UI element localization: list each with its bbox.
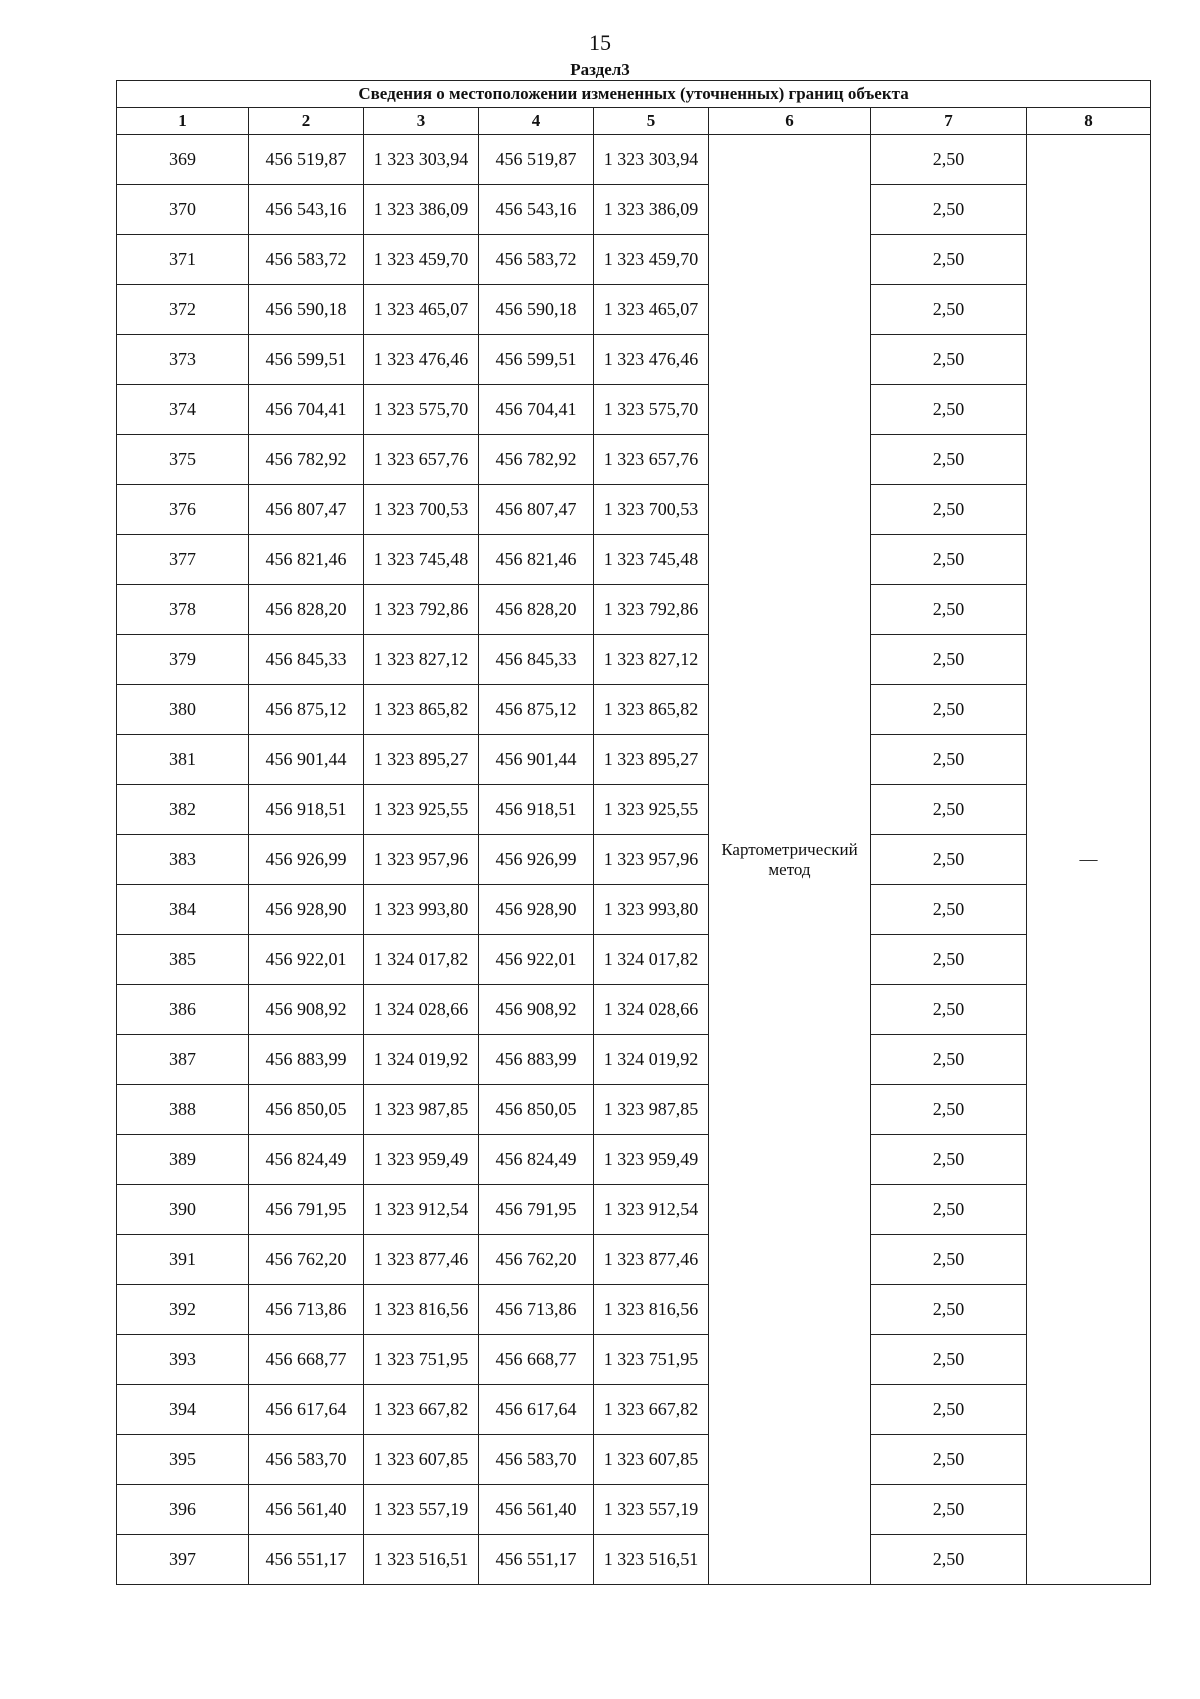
y-new-cell: 1 323 751,95 bbox=[594, 1335, 709, 1385]
table-row bbox=[117, 735, 1151, 785]
y-new-cell: 1 323 925,55 bbox=[594, 785, 709, 835]
y-old-cell: 1 323 459,70 bbox=[364, 235, 479, 285]
y-new-cell: 1 323 895,27 bbox=[594, 735, 709, 785]
y-old-cell: 1 323 700,53 bbox=[364, 485, 479, 535]
y-new-cell: 1 323 465,07 bbox=[594, 285, 709, 335]
boundary-coordinates-table bbox=[116, 80, 1151, 1585]
point-number-cell: 373 bbox=[117, 335, 249, 385]
y-new-cell: 1 324 019,92 bbox=[594, 1035, 709, 1085]
point-number-cell: 389 bbox=[117, 1135, 249, 1185]
x-new-cell: 456 599,51 bbox=[479, 335, 594, 385]
y-old-cell: 1 323 557,19 bbox=[364, 1485, 479, 1535]
accuracy-cell: 2,50 bbox=[871, 335, 1027, 385]
point-number-cell: 390 bbox=[117, 1185, 249, 1235]
x-new-cell: 456 590,18 bbox=[479, 285, 594, 335]
y-new-cell: 1 323 957,96 bbox=[594, 835, 709, 885]
point-number-cell: 394 bbox=[117, 1385, 249, 1435]
column-header: 7 bbox=[871, 108, 1027, 135]
x-new-cell: 456 668,77 bbox=[479, 1335, 594, 1385]
point-number-cell: 379 bbox=[117, 635, 249, 685]
column-header: 8 bbox=[1027, 108, 1151, 135]
y-new-cell: 1 323 912,54 bbox=[594, 1185, 709, 1235]
x-old-cell: 456 828,20 bbox=[249, 585, 364, 635]
column-header: 3 bbox=[364, 108, 479, 135]
x-new-cell: 456 918,51 bbox=[479, 785, 594, 835]
y-new-cell: 1 323 865,82 bbox=[594, 685, 709, 735]
column-header: 2 bbox=[249, 108, 364, 135]
x-new-cell: 456 824,49 bbox=[479, 1135, 594, 1185]
accuracy-cell: 2,50 bbox=[871, 185, 1027, 235]
x-new-cell: 456 561,40 bbox=[479, 1485, 594, 1535]
table-caption: Сведения о местоположении измененных (уточненных) границ объекта bbox=[117, 81, 1151, 108]
x-old-cell: 456 617,64 bbox=[249, 1385, 364, 1435]
x-old-cell: 456 824,49 bbox=[249, 1135, 364, 1185]
accuracy-cell: 2,50 bbox=[871, 1035, 1027, 1085]
point-number-cell: 387 bbox=[117, 1035, 249, 1085]
y-old-cell: 1 323 993,80 bbox=[364, 885, 479, 935]
table-row bbox=[117, 785, 1151, 835]
y-old-cell: 1 323 865,82 bbox=[364, 685, 479, 735]
point-number-cell: 383 bbox=[117, 835, 249, 885]
table-row bbox=[117, 635, 1151, 685]
x-new-cell: 456 791,95 bbox=[479, 1185, 594, 1235]
table-row bbox=[117, 835, 1151, 885]
accuracy-cell: 2,50 bbox=[871, 785, 1027, 835]
y-new-cell: 1 323 459,70 bbox=[594, 235, 709, 285]
y-old-cell: 1 323 816,56 bbox=[364, 1285, 479, 1335]
x-new-cell: 456 875,12 bbox=[479, 685, 594, 735]
y-new-cell: 1 324 017,82 bbox=[594, 935, 709, 985]
point-number-cell: 393 bbox=[117, 1335, 249, 1385]
table-row bbox=[117, 235, 1151, 285]
y-old-cell: 1 323 959,49 bbox=[364, 1135, 479, 1185]
y-old-cell: 1 323 657,76 bbox=[364, 435, 479, 485]
table-row bbox=[117, 1285, 1151, 1335]
x-old-cell: 456 928,90 bbox=[249, 885, 364, 935]
x-new-cell: 456 519,87 bbox=[479, 135, 594, 185]
x-old-cell: 456 551,17 bbox=[249, 1535, 364, 1585]
accuracy-cell: 2,50 bbox=[871, 1085, 1027, 1135]
section-title: Раздел3 bbox=[570, 60, 630, 79]
x-old-cell: 456 762,20 bbox=[249, 1235, 364, 1285]
y-new-cell: 1 323 476,46 bbox=[594, 335, 709, 385]
point-number-cell: 381 bbox=[117, 735, 249, 785]
point-number-cell: 371 bbox=[117, 235, 249, 285]
x-old-cell: 456 908,92 bbox=[249, 985, 364, 1035]
point-number-cell: 395 bbox=[117, 1435, 249, 1485]
y-old-cell: 1 323 575,70 bbox=[364, 385, 479, 435]
accuracy-cell: 2,50 bbox=[871, 1135, 1027, 1185]
y-old-cell: 1 324 028,66 bbox=[364, 985, 479, 1035]
y-new-cell: 1 323 516,51 bbox=[594, 1535, 709, 1585]
y-new-cell: 1 324 028,66 bbox=[594, 985, 709, 1035]
table-row bbox=[117, 1535, 1151, 1585]
accuracy-cell: 2,50 bbox=[871, 685, 1027, 735]
accuracy-cell: 2,50 bbox=[871, 835, 1027, 885]
point-number-cell: 380 bbox=[117, 685, 249, 735]
accuracy-cell: 2,50 bbox=[871, 1185, 1027, 1235]
table-row bbox=[117, 385, 1151, 435]
table-row bbox=[117, 435, 1151, 485]
x-old-cell: 456 807,47 bbox=[249, 485, 364, 535]
column-header: 4 bbox=[479, 108, 594, 135]
x-old-cell: 456 821,46 bbox=[249, 535, 364, 585]
x-new-cell: 456 845,33 bbox=[479, 635, 594, 685]
x-old-cell: 456 850,05 bbox=[249, 1085, 364, 1135]
y-new-cell: 1 323 987,85 bbox=[594, 1085, 709, 1135]
accuracy-cell: 2,50 bbox=[871, 1385, 1027, 1435]
x-new-cell: 456 883,99 bbox=[479, 1035, 594, 1085]
y-old-cell: 1 323 386,09 bbox=[364, 185, 479, 235]
x-new-cell: 456 713,86 bbox=[479, 1285, 594, 1335]
x-new-cell: 456 543,16 bbox=[479, 185, 594, 235]
column-header: 5 bbox=[594, 108, 709, 135]
y-new-cell: 1 323 959,49 bbox=[594, 1135, 709, 1185]
x-new-cell: 456 926,99 bbox=[479, 835, 594, 885]
accuracy-cell: 2,50 bbox=[871, 1535, 1027, 1585]
column-header-row bbox=[117, 108, 1151, 135]
point-number-cell: 377 bbox=[117, 535, 249, 585]
table-row bbox=[117, 535, 1151, 585]
x-old-cell: 456 883,99 bbox=[249, 1035, 364, 1085]
y-new-cell: 1 323 303,94 bbox=[594, 135, 709, 185]
table-row bbox=[117, 1085, 1151, 1135]
x-old-cell: 456 561,40 bbox=[249, 1485, 364, 1535]
accuracy-cell: 2,50 bbox=[871, 735, 1027, 785]
accuracy-cell: 2,50 bbox=[871, 935, 1027, 985]
accuracy-cell: 2,50 bbox=[871, 885, 1027, 935]
method-cell: Картометрический метод bbox=[709, 135, 871, 1585]
accuracy-cell: 2,50 bbox=[871, 385, 1027, 435]
table-row bbox=[117, 285, 1151, 335]
accuracy-cell: 2,50 bbox=[871, 135, 1027, 185]
table-row bbox=[117, 1185, 1151, 1235]
point-number-cell: 372 bbox=[117, 285, 249, 335]
x-old-cell: 456 590,18 bbox=[249, 285, 364, 335]
x-old-cell: 456 713,86 bbox=[249, 1285, 364, 1335]
y-new-cell: 1 323 557,19 bbox=[594, 1485, 709, 1535]
table-row bbox=[117, 1485, 1151, 1535]
y-old-cell: 1 323 745,48 bbox=[364, 535, 479, 585]
y-new-cell: 1 323 827,12 bbox=[594, 635, 709, 685]
accuracy-cell: 2,50 bbox=[871, 535, 1027, 585]
x-old-cell: 456 875,12 bbox=[249, 685, 364, 735]
y-new-cell: 1 323 667,82 bbox=[594, 1385, 709, 1435]
y-new-cell: 1 323 816,56 bbox=[594, 1285, 709, 1335]
point-number-cell: 370 bbox=[117, 185, 249, 235]
y-old-cell: 1 323 925,55 bbox=[364, 785, 479, 835]
x-new-cell: 456 583,70 bbox=[479, 1435, 594, 1485]
table-row bbox=[117, 335, 1151, 385]
table-row bbox=[117, 885, 1151, 935]
accuracy-cell: 2,50 bbox=[871, 985, 1027, 1035]
y-old-cell: 1 323 877,46 bbox=[364, 1235, 479, 1285]
x-old-cell: 456 845,33 bbox=[249, 635, 364, 685]
y-new-cell: 1 323 792,86 bbox=[594, 585, 709, 635]
x-new-cell: 456 762,20 bbox=[479, 1235, 594, 1285]
accuracy-cell: 2,50 bbox=[871, 635, 1027, 685]
y-old-cell: 1 323 957,96 bbox=[364, 835, 479, 885]
y-new-cell: 1 323 575,70 bbox=[594, 385, 709, 435]
x-new-cell: 456 617,64 bbox=[479, 1385, 594, 1435]
table-row bbox=[117, 1235, 1151, 1285]
x-old-cell: 456 543,16 bbox=[249, 185, 364, 235]
point-number-cell: 385 bbox=[117, 935, 249, 985]
table-row bbox=[117, 1135, 1151, 1185]
x-new-cell: 456 821,46 bbox=[479, 535, 594, 585]
y-old-cell: 1 323 912,54 bbox=[364, 1185, 479, 1235]
x-new-cell: 456 807,47 bbox=[479, 485, 594, 535]
table-row bbox=[117, 685, 1151, 735]
y-old-cell: 1 323 465,07 bbox=[364, 285, 479, 335]
x-new-cell: 456 828,20 bbox=[479, 585, 594, 635]
point-number-cell: 374 bbox=[117, 385, 249, 435]
x-old-cell: 456 599,51 bbox=[249, 335, 364, 385]
point-number-cell: 392 bbox=[117, 1285, 249, 1335]
table-row bbox=[117, 985, 1151, 1035]
accuracy-cell: 2,50 bbox=[871, 1485, 1027, 1535]
accuracy-cell: 2,50 bbox=[871, 585, 1027, 635]
table-row bbox=[117, 1435, 1151, 1485]
y-old-cell: 1 323 667,82 bbox=[364, 1385, 479, 1435]
y-old-cell: 1 323 303,94 bbox=[364, 135, 479, 185]
x-old-cell: 456 583,72 bbox=[249, 235, 364, 285]
point-number-cell: 375 bbox=[117, 435, 249, 485]
x-new-cell: 456 901,44 bbox=[479, 735, 594, 785]
x-new-cell: 456 551,17 bbox=[479, 1535, 594, 1585]
point-number-cell: 382 bbox=[117, 785, 249, 835]
y-old-cell: 1 323 607,85 bbox=[364, 1435, 479, 1485]
x-old-cell: 456 791,95 bbox=[249, 1185, 364, 1235]
accuracy-cell: 2,50 bbox=[871, 485, 1027, 535]
x-old-cell: 456 918,51 bbox=[249, 785, 364, 835]
y-new-cell: 1 323 700,53 bbox=[594, 485, 709, 535]
x-new-cell: 456 850,05 bbox=[479, 1085, 594, 1135]
page-number: 15 bbox=[589, 30, 611, 55]
accuracy-cell: 2,50 bbox=[871, 285, 1027, 335]
accuracy-cell: 2,50 bbox=[871, 1235, 1027, 1285]
y-old-cell: 1 323 516,51 bbox=[364, 1535, 479, 1585]
table-row bbox=[117, 135, 1151, 185]
y-old-cell: 1 323 895,27 bbox=[364, 735, 479, 785]
point-number-cell: 391 bbox=[117, 1235, 249, 1285]
y-new-cell: 1 323 386,09 bbox=[594, 185, 709, 235]
x-old-cell: 456 782,92 bbox=[249, 435, 364, 485]
column-header: 1 bbox=[117, 108, 249, 135]
y-old-cell: 1 323 827,12 bbox=[364, 635, 479, 685]
x-old-cell: 456 926,99 bbox=[249, 835, 364, 885]
table-row bbox=[117, 1035, 1151, 1085]
point-number-cell: 397 bbox=[117, 1535, 249, 1585]
accuracy-cell: 2,50 bbox=[871, 1335, 1027, 1385]
column-header: 6 bbox=[709, 108, 871, 135]
table-row bbox=[117, 1335, 1151, 1385]
note-cell: — bbox=[1027, 135, 1151, 1585]
point-number-cell: 388 bbox=[117, 1085, 249, 1135]
x-old-cell: 456 668,77 bbox=[249, 1335, 364, 1385]
x-new-cell: 456 782,92 bbox=[479, 435, 594, 485]
y-old-cell: 1 323 476,46 bbox=[364, 335, 479, 385]
point-number-cell: 384 bbox=[117, 885, 249, 935]
point-number-cell: 378 bbox=[117, 585, 249, 635]
table-row bbox=[117, 935, 1151, 985]
y-old-cell: 1 324 017,82 bbox=[364, 935, 479, 985]
x-old-cell: 456 922,01 bbox=[249, 935, 364, 985]
table-row bbox=[117, 485, 1151, 535]
table-row bbox=[117, 1385, 1151, 1435]
y-old-cell: 1 323 751,95 bbox=[364, 1335, 479, 1385]
x-new-cell: 456 928,90 bbox=[479, 885, 594, 935]
x-new-cell: 456 583,72 bbox=[479, 235, 594, 285]
accuracy-cell: 2,50 bbox=[871, 1435, 1027, 1485]
accuracy-cell: 2,50 bbox=[871, 1285, 1027, 1335]
y-new-cell: 1 323 877,46 bbox=[594, 1235, 709, 1285]
y-new-cell: 1 323 745,48 bbox=[594, 535, 709, 585]
x-new-cell: 456 908,92 bbox=[479, 985, 594, 1035]
x-new-cell: 456 704,41 bbox=[479, 385, 594, 435]
point-number-cell: 369 bbox=[117, 135, 249, 185]
x-old-cell: 456 901,44 bbox=[249, 735, 364, 785]
table-body bbox=[117, 135, 1151, 1585]
table-row bbox=[117, 585, 1151, 635]
x-new-cell: 456 922,01 bbox=[479, 935, 594, 985]
y-new-cell: 1 323 657,76 bbox=[594, 435, 709, 485]
x-old-cell: 456 519,87 bbox=[249, 135, 364, 185]
y-old-cell: 1 323 987,85 bbox=[364, 1085, 479, 1135]
accuracy-cell: 2,50 bbox=[871, 235, 1027, 285]
point-number-cell: 386 bbox=[117, 985, 249, 1035]
y-new-cell: 1 323 993,80 bbox=[594, 885, 709, 935]
point-number-cell: 396 bbox=[117, 1485, 249, 1535]
y-new-cell: 1 323 607,85 bbox=[594, 1435, 709, 1485]
y-old-cell: 1 323 792,86 bbox=[364, 585, 479, 635]
x-old-cell: 456 704,41 bbox=[249, 385, 364, 435]
point-number-cell: 376 bbox=[117, 485, 249, 535]
y-old-cell: 1 324 019,92 bbox=[364, 1035, 479, 1085]
accuracy-cell: 2,50 bbox=[871, 435, 1027, 485]
x-old-cell: 456 583,70 bbox=[249, 1435, 364, 1485]
table-row bbox=[117, 185, 1151, 235]
